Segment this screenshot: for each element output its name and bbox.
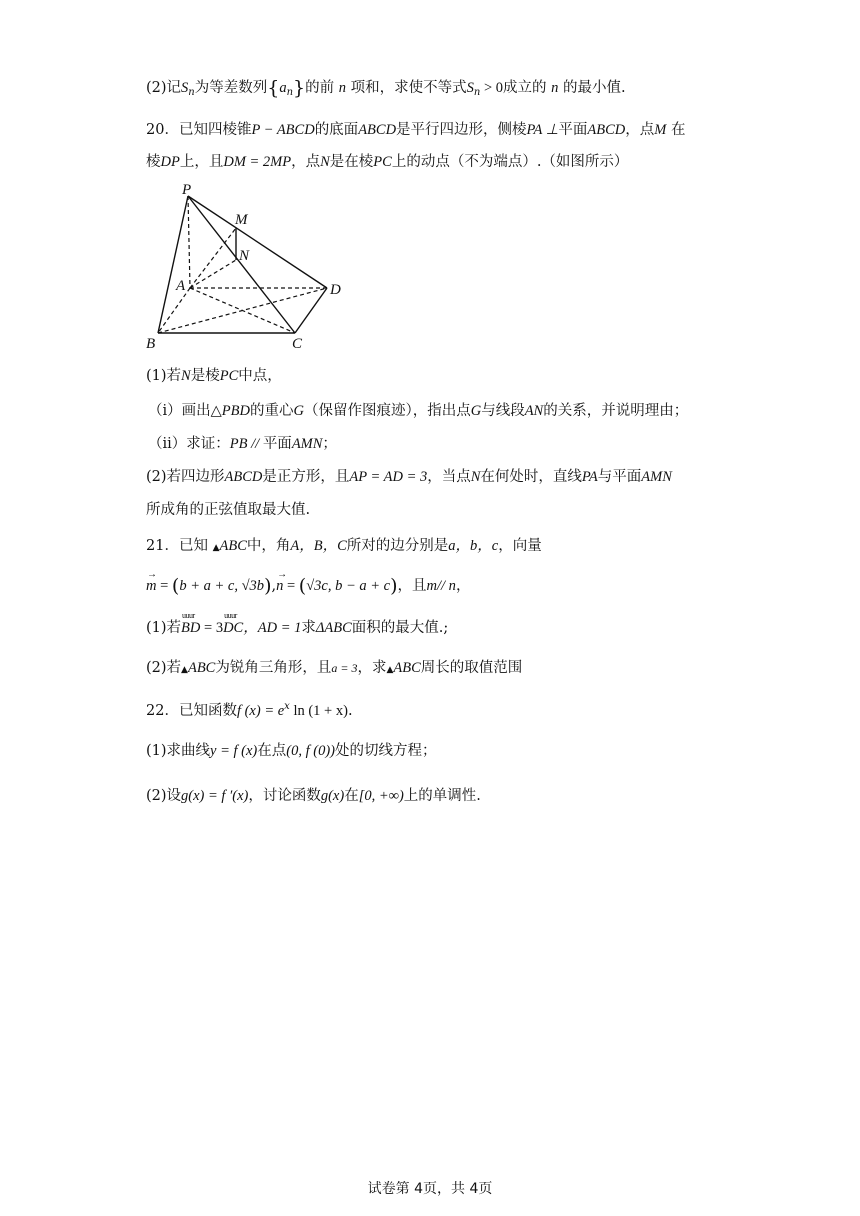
q22-part1: (1)求曲线y = f (x)在点(0, f (0))处的切线方程； bbox=[146, 743, 437, 759]
q21-line1: 21．已知 ▲ABC中，角A，B，C所对的边分别是a，b，c，向量 bbox=[146, 538, 542, 554]
q22-line1: 22．已知函数f $(x) = e^x$ ln (1 + x). bbox=[146, 701, 353, 719]
segment-AM bbox=[190, 228, 236, 288]
label-M: M bbox=[235, 212, 248, 228]
q20-part2-line1: (2)若四边形ABCD是正方形，且AP = AD = 3，当点N在何处时，直线PA与平面AMN bbox=[146, 469, 672, 485]
pyramid-figure bbox=[140, 180, 350, 355]
label-B: B bbox=[146, 336, 156, 352]
segment-AN bbox=[190, 260, 236, 288]
q20-line2: 棱DP上，且DM = 2MP，点N是在棱PC上的动点（不为端点）.（如图所示） bbox=[146, 154, 629, 170]
label-P: P bbox=[182, 182, 192, 198]
q22-part2: (2)设g(x) = f ′(x)，讨论函数g(x)在[0, +∞)上的单调性. bbox=[146, 788, 481, 804]
q20-part1-ii: （ii）求证：PB // 平面AMN； bbox=[148, 436, 337, 452]
q20-part2-line2: 所成角的正弦值取最大值. bbox=[146, 502, 311, 518]
q21-part2: (2)若▲ABC为锐角三角形，且a = 3，求▲ABC周长的取值范围 bbox=[146, 660, 523, 676]
q21-line2: → m = (b + a + c, √3b),→ n = (√3c, b − a + c)，且m// n， bbox=[146, 576, 470, 596]
diag-BD bbox=[158, 288, 327, 333]
q20-line1: 20．已知四棱锥P − ABCD的底面ABCD是平行四边形，侧棱PA ⊥平面ABCD，点M 在 bbox=[146, 122, 686, 138]
q19-part2: (2)记$S_n$为等差数列$\{a_n\}$的前 n 项和，求使不等式$S_n > 0$成立的 n 的最小值. bbox=[146, 77, 626, 99]
label-A: A bbox=[176, 278, 186, 294]
label-N: N bbox=[239, 248, 250, 264]
label-C: C bbox=[292, 336, 303, 352]
page-footer: 试卷第 4页，共 4页 bbox=[367, 1181, 493, 1197]
label-D: D bbox=[330, 282, 341, 298]
edge-PD bbox=[188, 196, 327, 288]
q20-part1-i: （i）画出△PBD的重心G（保留作图痕迹），指出点G与线段AN的关系，并说明理由； bbox=[148, 403, 689, 419]
edge-CD bbox=[295, 288, 327, 333]
q20-part1: (1)若N是棱PC中点， bbox=[146, 368, 282, 384]
edge-PA bbox=[188, 196, 190, 288]
q21-part1: (1)若uuur BD = 3uuur DC，AD = 1求ΔABC面积的最大值.; bbox=[146, 618, 448, 638]
